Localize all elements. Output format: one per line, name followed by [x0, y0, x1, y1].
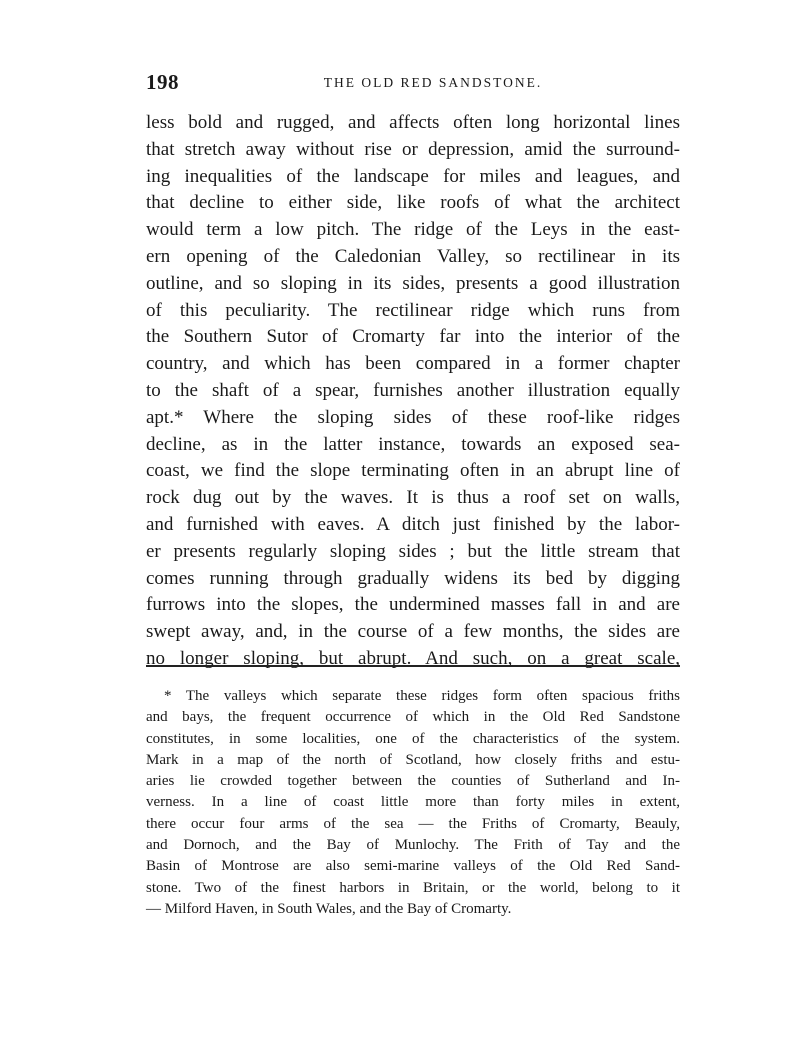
footnote-line: there occur four arms of the sea — the Friths of Cromarty, Beauly,: [146, 815, 680, 832]
footnote-line: constitutes, in some localities, one of the characteristics of the system.: [146, 730, 680, 747]
footnote-rule: [146, 665, 680, 667]
body-line: furrows into the slopes, the undermined masses fall in and are: [146, 594, 680, 616]
body-line: that stretch away without rise or depression, amid the surround-: [146, 138, 680, 160]
body-line: would term a low pitch. The ridge of the Leys in the east-: [146, 219, 680, 241]
body-line: that decline to either side, like roofs of what the architect: [146, 192, 680, 214]
footnote: [146, 686, 680, 920]
footnote-line: Mark in a map of the north of Scotland, how closely friths and estu-: [146, 751, 680, 768]
body-line: to the shaft of a spear, furnishes another illustration equally: [146, 379, 680, 401]
body-line: decline, as in the latter instance, towards an exposed sea-: [146, 433, 680, 455]
body-line: ern opening of the Caledonian Valley, so rectilinear in its: [146, 245, 680, 267]
body-line: of this peculiarity. The rectilinear ridge which runs from: [146, 299, 680, 321]
body-line: country, and which has been compared in a former chapter: [146, 353, 680, 375]
body-line: rock dug out by the waves. It is thus a roof set on walls,: [146, 487, 680, 509]
body-line: outline, and so sloping in its sides, presents a good illustration: [146, 272, 680, 294]
footnote-line: and bays, the frequent occurrence of which in the Old Red Sandstone: [146, 709, 680, 726]
body-line: no longer sloping, but abrupt. And such, on a great scale,: [146, 647, 680, 669]
footnote-line: stone. Two of the finest harbors in Britain, or the world, belong to it: [146, 879, 680, 896]
running-head: [146, 70, 680, 96]
running-title: THE OLD RED SANDSTONE.: [323, 75, 543, 90]
footnote-line: — Milford Haven, in South Wales, and the Bay of Cromarty.: [146, 900, 512, 917]
footnote-line: and Dornoch, and the Bay of Munlochy. The Frith of Tay and the: [146, 837, 680, 854]
body-line: er presents regularly sloping sides ; but the little stream that: [146, 540, 680, 562]
body-line: and furnished with eaves. A ditch just finished by the labor-: [146, 513, 680, 535]
body-line: ing inequalities of the landscape for miles and leagues, and: [146, 165, 680, 187]
body-line: apt.* Where the sloping sides of these roof-like ridges: [146, 406, 680, 428]
body-line: coast, we find the slope terminating often in an abrupt line of: [146, 460, 680, 482]
body-line: the Southern Sutor of Cromarty far into the interior of the: [146, 326, 680, 348]
footnote-line: verness. In a line of coast little more than forty miles in extent,: [146, 794, 680, 811]
body-line: comes running through gradually widens its bed by digging: [146, 567, 680, 589]
footnote-line: aries lie crowded together between the counties of Sutherland and In-: [146, 773, 680, 790]
footnote-line: Basin of Montrose are also semi-marine valleys of the Old Red Sand-: [146, 858, 680, 875]
body-line: swept away, and, in the course of a few months, the sides are: [146, 621, 680, 643]
footnote-line: * The valleys which separate these ridges form often spacious friths: [164, 688, 680, 704]
body-line: less bold and rugged, and affects often long horizontal lines: [146, 112, 680, 133]
body-text: [146, 110, 680, 673]
page-number: 198: [146, 70, 179, 94]
